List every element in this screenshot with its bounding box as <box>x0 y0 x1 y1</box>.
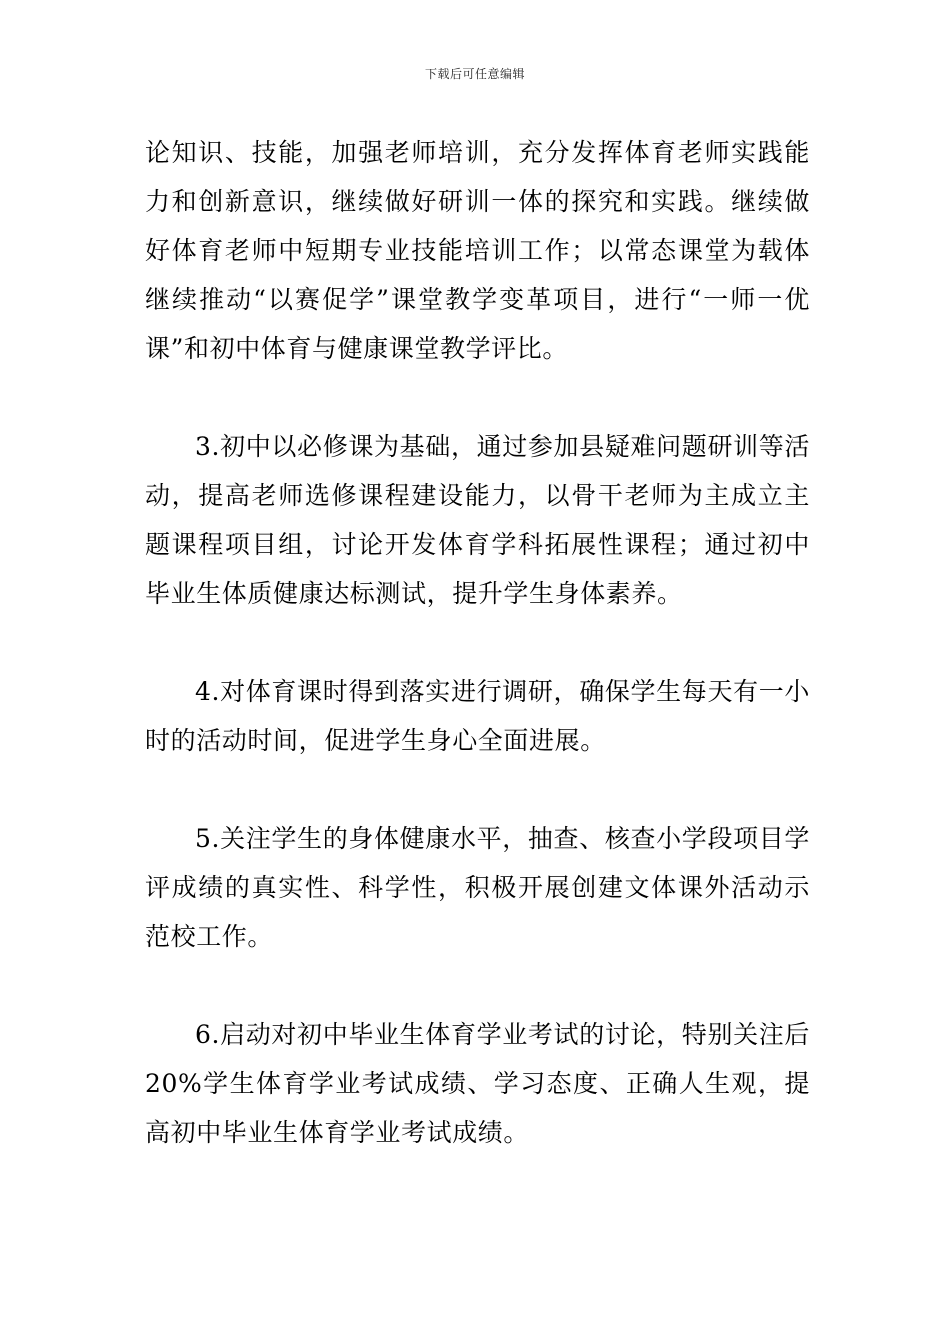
paragraph-item-6: 6.启动对初中毕业生体育学业考试的讨论，特别关注后20%学生体育学业考试成绩、学习态度、正确人生观，提高初中毕业生体育学业考试成绩。 <box>145 1020 810 1147</box>
page-header: 下载后可任意编辑 <box>424 67 525 81</box>
document-body <box>145 128 810 1157</box>
paragraph-item-4: 4.对体育课时得到落实进行调研，确保学生每天有一小时的活动时间，促进学生身心全面进展。 <box>145 677 810 755</box>
paragraph-continued: 论知识、技能，加强老师培训，充分发挥体育老师实践能力和创新意识，继续做好研训一体的探究和实践。继续做好体育老师中短期专业技能培训工作；以常态课堂为载体继续推动“以赛促学”课堂教学变革项目，进行“一师一优课”和初中体育与健康课堂教学评比。 <box>145 138 810 363</box>
paragraph-item-5: 5.关注学生的身体健康水平，抽查、核查小学段项目学评成绩的真实性、科学性，积极开展创建文体课外活动示范校工作。 <box>145 824 810 951</box>
paragraph-item-3: 3.初中以必修课为基础，通过参加县疑难问题研训等活动，提高老师选修课程建设能力，以骨干老师为主成立主题课程项目组，讨论开发体育学科拓展性课程；通过初中毕业生体质健康达标测试，提升学生身体素养。 <box>145 432 810 608</box>
